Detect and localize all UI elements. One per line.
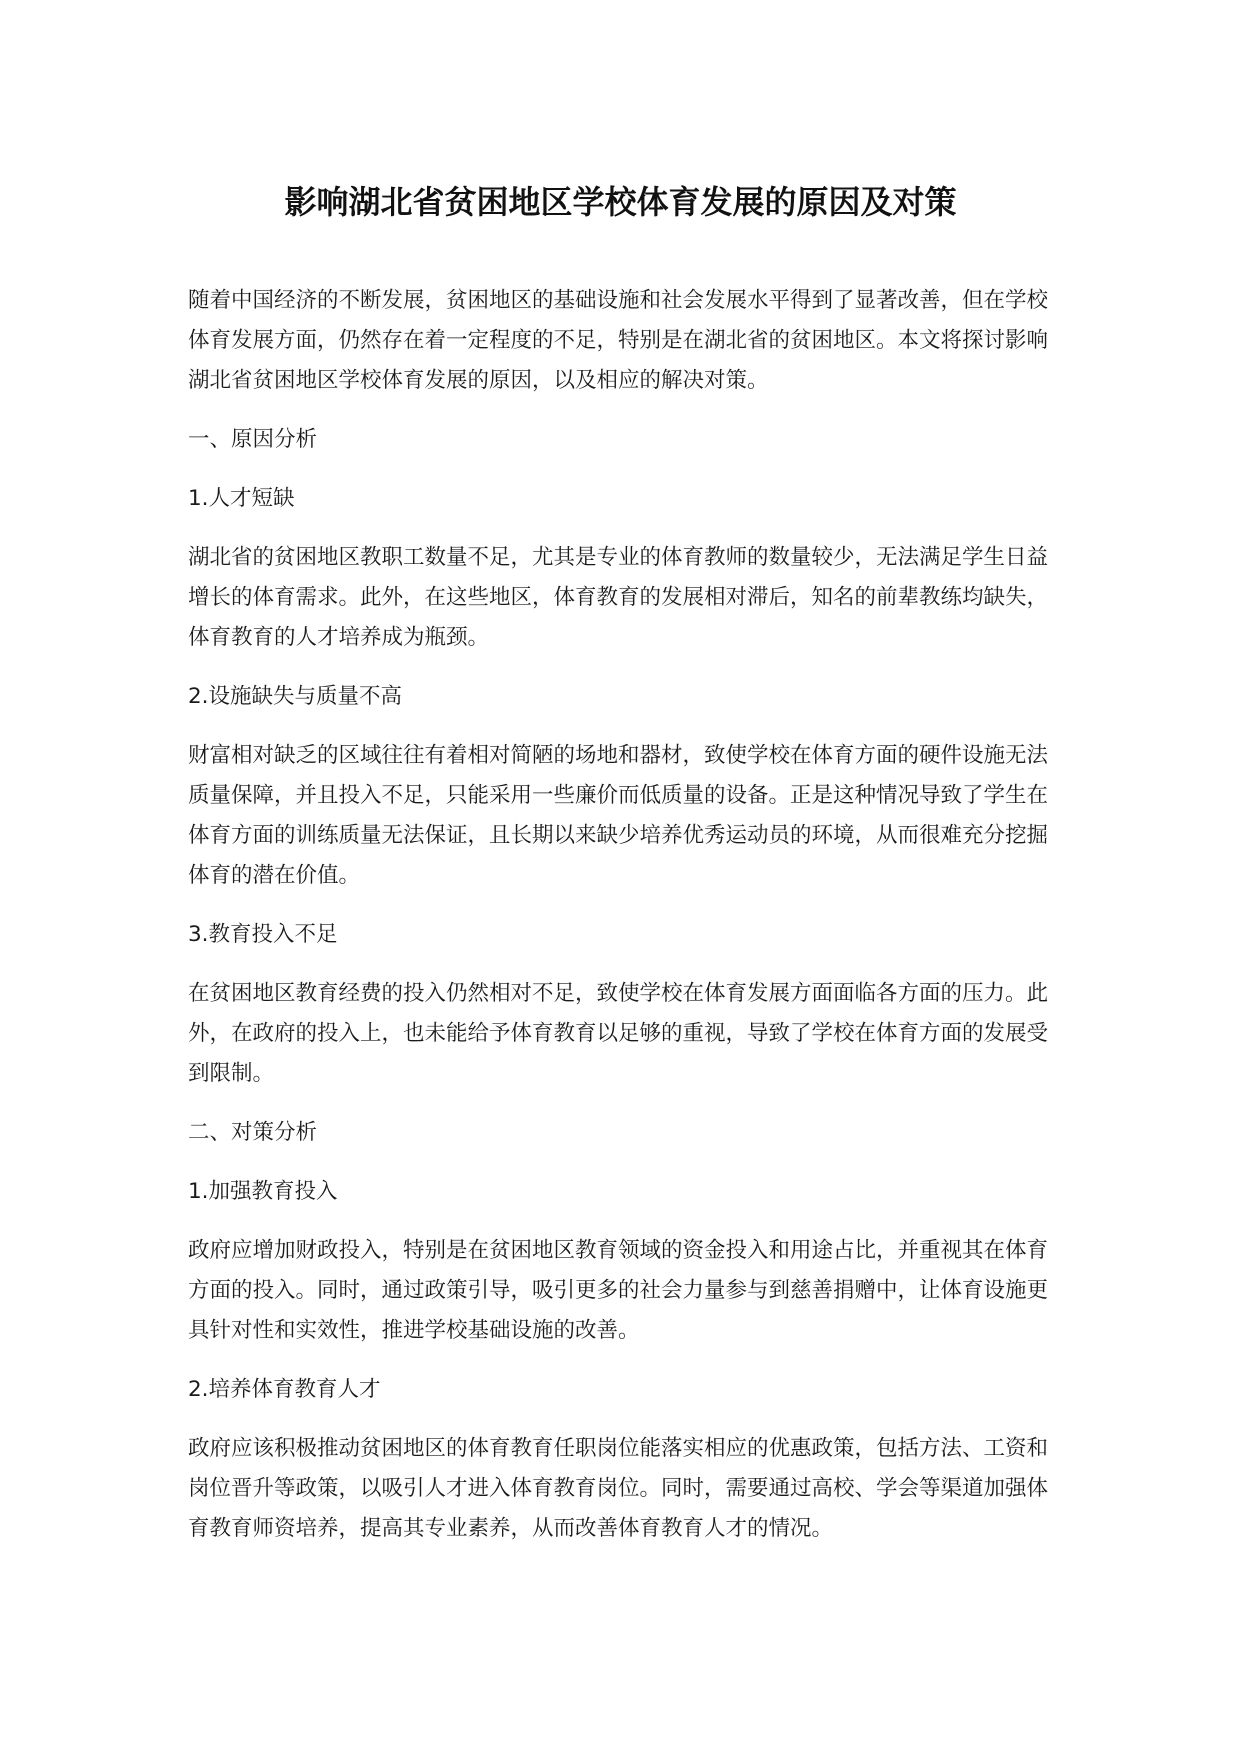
paragraph-investment: 在贫困地区教育经费的投入仍然相对不足，致使学校在体育发展方面面临各方面的压力。此外，在政府的投入上，也未能给予体育教育以足够的重视，导致了学校在体育方面的发展受到限制。 (188, 981, 1049, 1086)
subheading-investment: 3.教育投入不足 (188, 922, 338, 947)
subheading-facilities: 2.设施缺失与质量不高 (188, 684, 403, 709)
paragraph-facilities: 财富相对缺乏的区域往往有着相对简陋的场地和器材，致使学校在体育方面的硬件设施无法质量保障，并且投入不足，只能采用一些廉价而低质量的设备。正是这种情况导致了学生在体育方面的训练质量无法保证，且长期以来缺少培养优秀运动员的环境，从而很难充分挖掘体育的潜在价值。 (188, 743, 1049, 888)
subheading-talent-shortage: 1.人才短缺 (188, 486, 295, 511)
section-heading-countermeasures: 二、对策分析 (188, 1120, 318, 1145)
paragraph-talent-shortage: 湖北省的贫困地区教职工数量不足，尤其是专业的体育教师的数量较少，无法满足学生日益增长的体育需求。此外，在这些地区，体育教育的发展相对滞后，知名的前辈教练均缺失，体育教育的人才培养成为瓶颈。 (188, 545, 1049, 650)
intro-paragraph: 随着中国经济的不断发展，贫困地区的基础设施和社会发展水平得到了显著改善，但在学校体育发展方面，仍然存在着一定程度的不足，特别是在湖北省的贫困地区。本文将探讨影响湖北省贫困地区学校体育发展的原因，以及相应的解决对策。 (188, 288, 1049, 393)
paragraph-strengthen-investment: 政府应增加财政投入，特别是在贫困地区教育领域的资金投入和用途占比，并重视其在体育方面的投入。同时，通过政策引导，吸引更多的社会力量参与到慈善捐赠中，让体育设施更具针对性和实效性，推进学校基础设施的改善。 (188, 1238, 1049, 1343)
document-body (188, 281, 1068, 1568)
paragraph-cultivate-talent: 政府应该积极推动贫困地区的体育教育任职岗位能落实相应的优惠政策，包括方法、工资和岗位晋升等政策，以吸引人才进入体育教育岗位。同时，需要通过高校、学会等渠道加强体育教育师资培养，提高其专业素养，从而改善体育教育人才的情况。 (188, 1436, 1049, 1541)
subheading-cultivate-talent: 2.培养体育教育人才 (188, 1377, 381, 1402)
section-heading-causes: 一、原因分析 (188, 427, 318, 452)
subheading-strengthen-investment: 1.加强教育投入 (188, 1179, 338, 1204)
document-title: 影响湖北省贫困地区学校体育发展的原因及对策 (284, 183, 957, 221)
